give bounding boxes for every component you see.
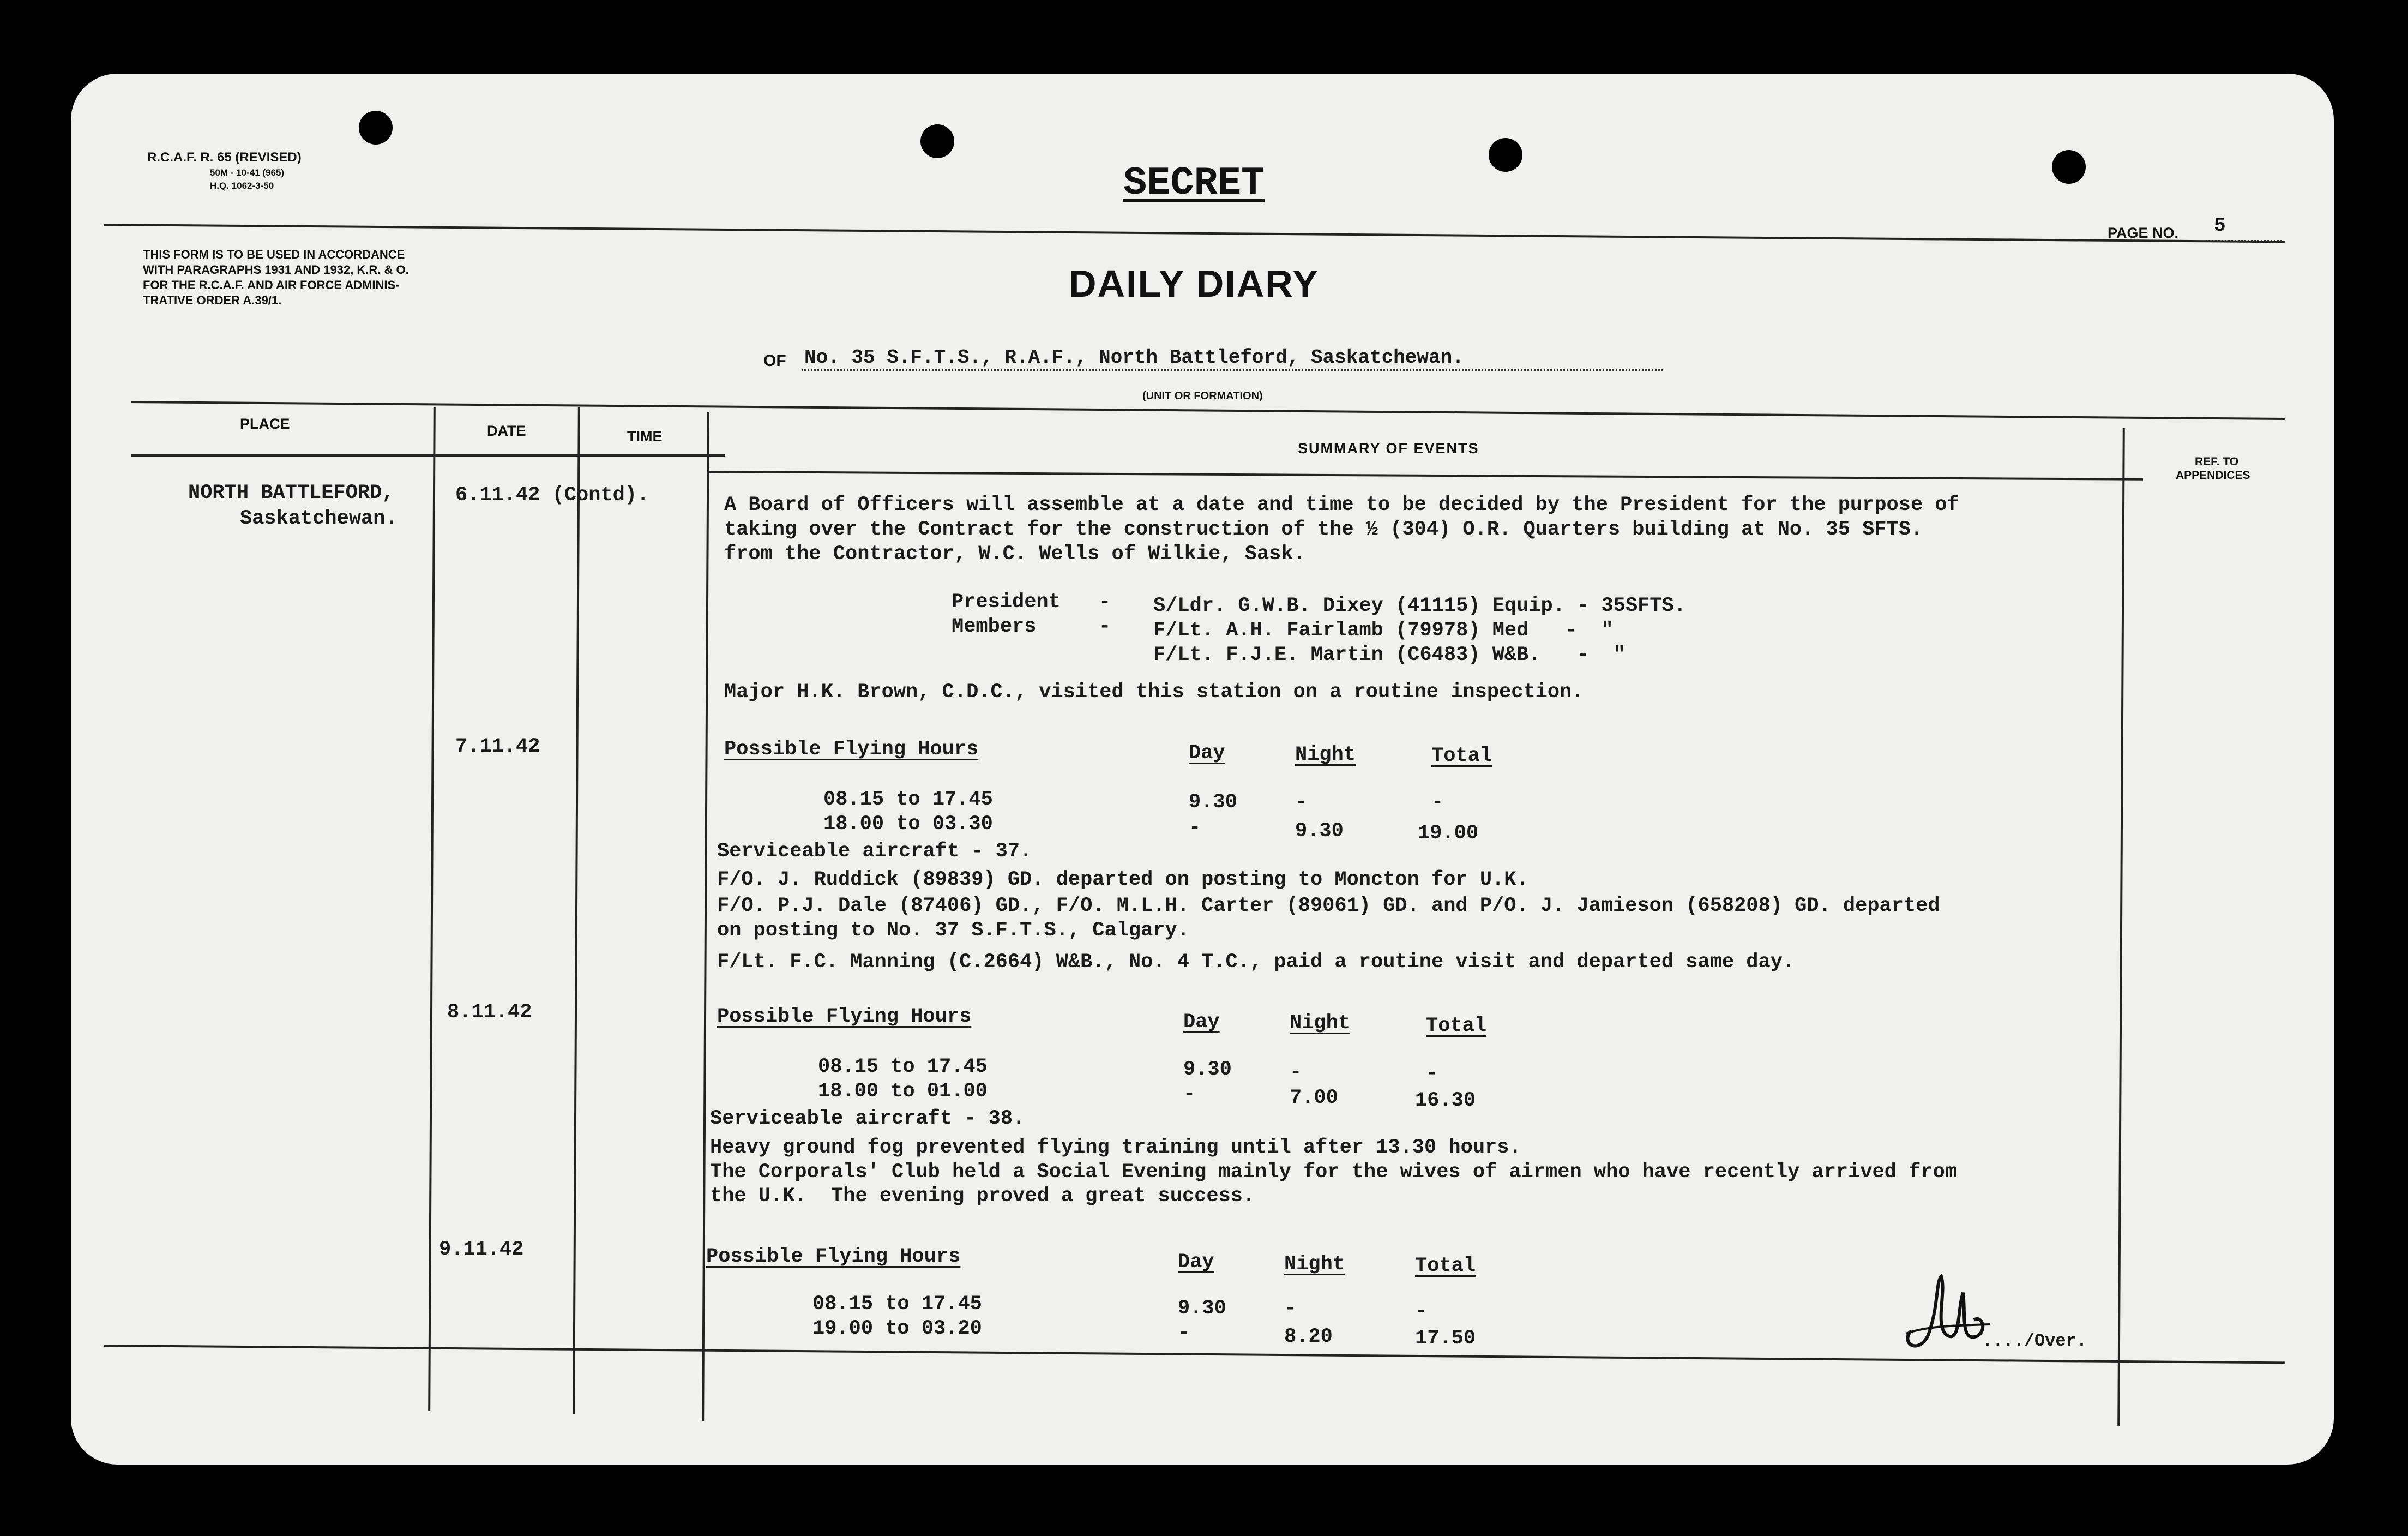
summary-line: from the Contractor, W.C. Wells of Wilkie, Sask. — [724, 543, 1305, 566]
punch-hole — [920, 124, 954, 158]
table-top-rule — [131, 401, 2285, 420]
unit-caption: (UNIT OR FORMATION) — [1142, 390, 1263, 402]
flying-period: 08.15 to 17.45 — [823, 788, 993, 811]
flying-night: 7.00 — [1290, 1087, 1338, 1109]
unit-line — [802, 369, 1663, 371]
board-dash: - — [1099, 615, 1111, 638]
continued-over: ..../Over. — [1982, 1331, 2087, 1351]
classification: SECRET — [1123, 161, 1265, 206]
entry-date: 9.11.42 — [439, 1238, 524, 1261]
board-member: F/Lt. A.H. Fairlamb (79978) Med - " — [1153, 619, 1614, 642]
flying-period: 08.15 to 17.45 — [818, 1055, 988, 1078]
entry-date: 6.11.42 (Contd). — [455, 484, 649, 507]
flying-period: 18.00 to 01.00 — [818, 1080, 988, 1103]
col-divider-time — [702, 412, 709, 1421]
summary-line: Major H.K. Brown, C.D.C., visited this station on a routine inspection. — [724, 681, 1584, 704]
flying-total: 19.00 — [1418, 822, 1479, 845]
flying-total: - — [1431, 791, 1444, 814]
flying-hours-label: Possible Flying Hours — [717, 1005, 972, 1028]
col-total: Total — [1426, 1015, 1487, 1037]
punch-hole — [2052, 150, 2086, 184]
place-line: Saskatchewan. — [240, 507, 398, 530]
board-role: Members — [952, 615, 1037, 638]
flying-total: 16.30 — [1415, 1089, 1476, 1112]
summary-line: F/O. P.J. Dale (87406) GD., F/O. M.L.H. Carter (89061) GD. and P/O. J. Jamieson (658208) GD. departed — [717, 895, 1940, 917]
instruction-line: FOR THE R.C.A.F. AND AIR FORCE ADMINIS- — [143, 278, 400, 292]
instruction-line: THIS FORM IS TO BE USED IN ACCORDANCE — [143, 248, 405, 261]
column-header-date: DATE — [487, 423, 526, 439]
col-night: Night — [1284, 1253, 1345, 1276]
flying-day: 9.30 — [1178, 1297, 1226, 1320]
summary-line: F/O. J. Ruddick (89839) GD. departed on posting to Moncton for U.K. — [717, 868, 1528, 891]
form-instructions — [143, 247, 409, 308]
diary-sheet — [71, 74, 2334, 1465]
header-bottom-rule — [131, 454, 725, 457]
flying-day: 9.30 — [1183, 1058, 1232, 1081]
form-code: R.C.A.F. R. 65 (REVISED) — [147, 150, 302, 165]
summary-line: F/Lt. F.C. Manning (C.2664) W&B., No. 4 T.C., paid a routine visit and departed same day. — [717, 951, 1795, 974]
col-divider-place — [428, 407, 436, 1411]
col-night: Night — [1290, 1012, 1351, 1035]
summary-line: the U.K. The evening proved a great success. — [710, 1185, 1255, 1208]
entry-date: 7.11.42 — [455, 735, 540, 758]
entry-date: 8.11.42 — [447, 1001, 532, 1024]
col-divider-summary — [2117, 428, 2125, 1426]
instruction-line: WITH PARAGRAPHS 1931 AND 1932, K.R. & O. — [143, 263, 409, 277]
page-title: DAILY DIARY — [1069, 262, 1319, 305]
page-number: 5 — [2214, 214, 2226, 237]
flying-night: - — [1295, 791, 1308, 814]
flying-period: 19.00 to 03.20 — [812, 1317, 982, 1340]
col-total: Total — [1431, 745, 1492, 767]
column-header-ref-1: REF. TO — [2195, 455, 2239, 468]
column-header-ref-2: APPENDICES — [2176, 469, 2250, 482]
col-day: Day — [1189, 742, 1225, 765]
board-role: President — [952, 591, 1061, 614]
flying-day: - — [1183, 1083, 1196, 1106]
col-night: Night — [1295, 743, 1356, 766]
summary-line: The Corporals' Club held a Social Evening mainly for the wives of airmen who have recently arrived from — [710, 1161, 1957, 1184]
flying-period: 18.00 to 03.30 — [823, 813, 993, 836]
board-member: S/Ldr. G.W.B. Dixey (41115) Equip. - 35SFTS. — [1153, 595, 1686, 617]
flying-total: - — [1415, 1300, 1428, 1323]
place-line: NORTH BATTLEFORD, — [188, 482, 394, 505]
col-day: Day — [1183, 1011, 1220, 1034]
flying-night: 9.30 — [1295, 820, 1344, 843]
print-line-2: H.Q. 1062-3-50 — [210, 181, 274, 191]
column-header-place: PLACE — [240, 416, 290, 432]
instruction-line: TRATIVE ORDER A.39/1. — [143, 293, 282, 307]
summary-line: Serviceable aircraft - 37. — [717, 840, 1032, 863]
page-label: PAGE NO. — [2108, 225, 2179, 241]
summary-line: on posting to No. 37 S.F.T.S., Calgary. — [717, 919, 1189, 942]
col-total: Total — [1415, 1255, 1476, 1277]
flying-total: 17.50 — [1415, 1327, 1476, 1350]
summary-header-rule — [709, 471, 2143, 481]
board-dash: - — [1099, 591, 1111, 614]
unit-name: No. 35 S.F.T.S., R.A.F., North Battleford, Saskatchewan. — [804, 346, 1464, 369]
flying-total: - — [1426, 1062, 1438, 1085]
board-member: F/Lt. F.J.E. Martin (C6483) W&B. - " — [1153, 644, 1626, 667]
flying-day: - — [1178, 1322, 1190, 1345]
column-header-summary: SUMMARY OF EVENTS — [1298, 440, 1479, 457]
flying-day: - — [1189, 817, 1201, 839]
summary-line: Serviceable aircraft - 38. — [710, 1107, 1025, 1130]
col-divider-date — [573, 407, 580, 1414]
col-day: Day — [1178, 1251, 1214, 1274]
flying-night: - — [1284, 1297, 1297, 1320]
column-header-time: TIME — [627, 428, 663, 445]
flying-period: 08.15 to 17.45 — [812, 1293, 982, 1316]
print-line-1: 50M - 10-41 (965) — [210, 167, 285, 178]
punch-hole — [1489, 138, 1522, 172]
flying-day: 9.30 — [1189, 791, 1237, 814]
flying-hours-label: Possible Flying Hours — [724, 738, 979, 761]
summary-line: taking over the Contract for the construction of the ½ (304) O.R. Quarters building at No. 35 SFTS. — [724, 518, 1923, 541]
flying-night: - — [1290, 1061, 1302, 1084]
top-rule — [104, 224, 2285, 243]
punch-hole — [359, 111, 393, 145]
flying-hours-label: Possible Flying Hours — [706, 1245, 961, 1268]
summary-line: A Board of Officers will assemble at a date and time to be decided by the President for the purpose of — [724, 494, 1959, 517]
of-label: OF — [763, 352, 786, 370]
flying-night: 8.20 — [1284, 1325, 1333, 1348]
summary-line: Heavy ground fog prevented flying training until after 13.30 hours. — [710, 1136, 1521, 1159]
